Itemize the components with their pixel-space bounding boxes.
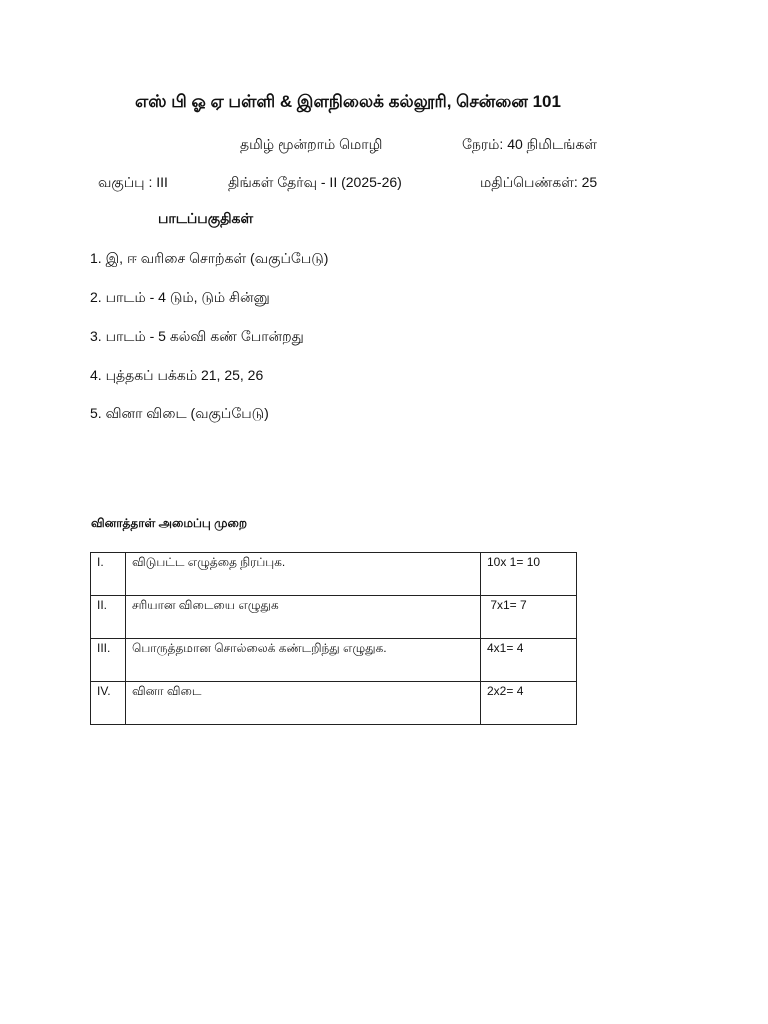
section-number: III. [91,639,126,682]
syllabus-item: 4. புத்தகப் பக்கம் 21, 25, 26 [90,367,264,383]
syllabus-item: 3. பாடம் - 5 கல்வி கண் போன்றது [90,328,304,344]
question-pattern-table [90,552,577,725]
syllabus-item: 5. வினா விடை (வகுப்பேடு) [90,405,269,421]
table-row [91,639,577,682]
class-label: வகுப்பு : III [98,174,168,190]
time-label: நேரம்: 40 நிமிடங்கள் [462,136,598,152]
table-row [91,596,577,639]
syllabus-item: 1. இ, ஈ வரிசை சொற்கள் (வகுப்பேடு) [90,250,329,266]
school-title: எஸ் பி ஓ ஏ பள்ளி & இளநிலைக் கல்லூரி, சென்னை 101 [135,92,561,111]
exam-label: திங்கள் தேர்வு - II (2025-26) [228,174,402,190]
section-number: IV. [91,682,126,725]
syllabus-heading: பாடப்பகுதிகள் [158,210,254,226]
table-row [91,682,577,725]
syllabus-item: 2. பாடம் - 4 டும், டும் சின்னு [90,289,270,305]
section-marks: 7x1= 7 [481,596,577,639]
section-description: சரியான விடையை எழுதுக [126,596,481,639]
table-row [91,553,577,596]
section-marks: 10x 1= 10 [481,553,577,596]
section-marks: 4x1= 4 [481,639,577,682]
section-marks: 2x2= 4 [481,682,577,725]
section-description: விடுபட்ட எழுத்தை நிரப்புக. [126,553,481,596]
section-description: பொருத்தமான சொல்லைக் கண்டறிந்து எழுதுக. [126,639,481,682]
marks-label: மதிப்பெண்கள்: 25 [480,174,598,190]
question-pattern-heading: வினாத்தாள் அமைப்பு முறை [91,516,248,530]
section-number: I. [91,553,126,596]
section-description: வினா விடை [126,682,481,725]
section-number: II. [91,596,126,639]
subject-label: தமிழ் மூன்றாம் மொழி [240,136,383,152]
